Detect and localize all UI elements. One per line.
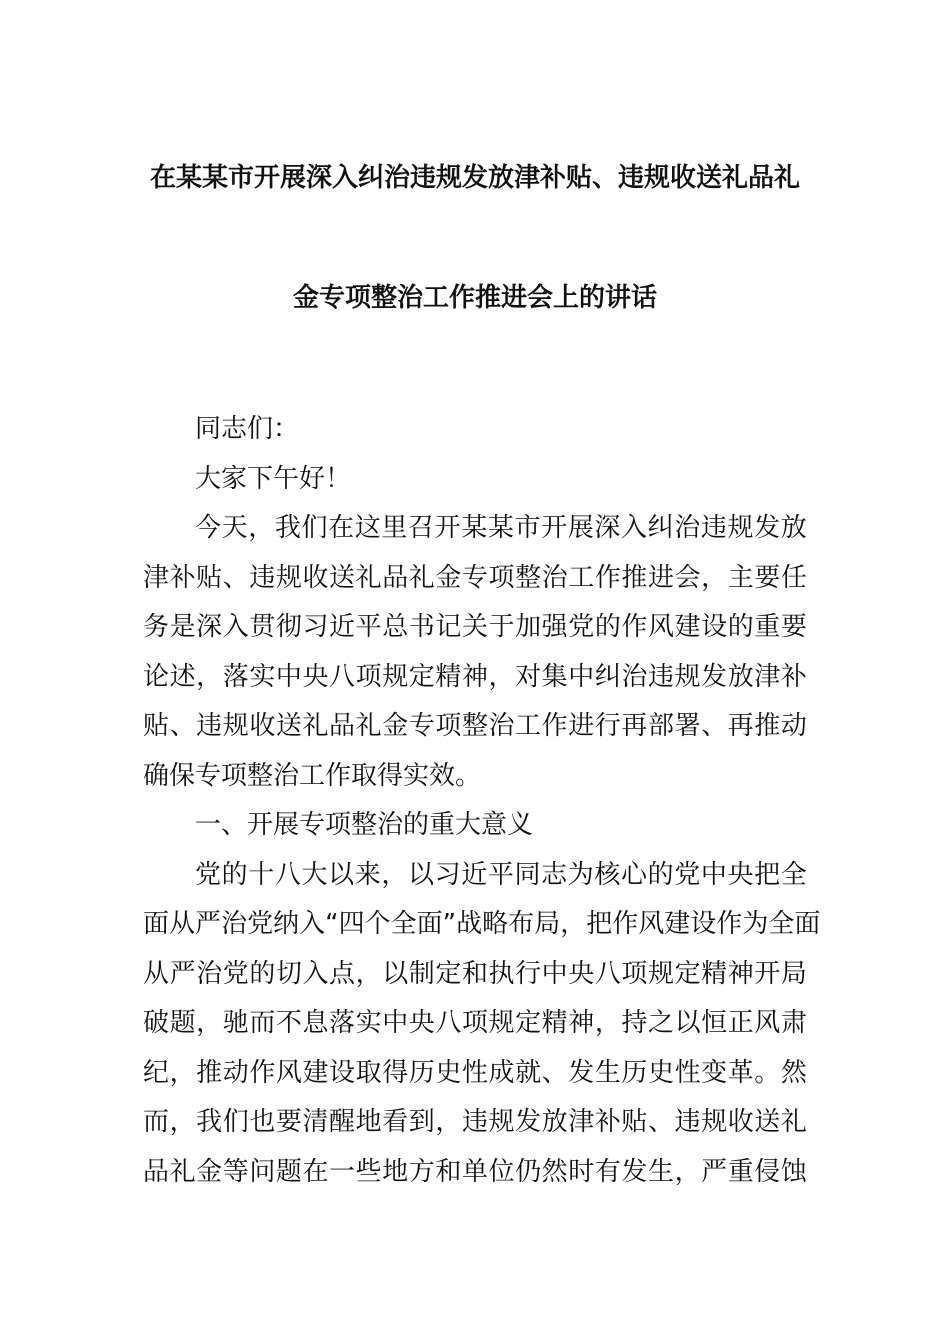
body-line-text: 今 天 ， 我 们 在 这 里 召 开 某 某 市 开 展 深 入 纠 治 违 规 发 放 xyxy=(195,513,807,543)
body-line-text: 纪 ， 推 动 作 风 建 设 取 得 历 史 性 成 就 、 发 生 历 史 性 变 革 。 然 xyxy=(143,1057,807,1088)
body-line xyxy=(143,702,807,752)
body-line xyxy=(143,801,807,851)
body-line xyxy=(143,1098,807,1148)
body-line-text: 论 述 ， 落 实 中 央 八 项 规 定 精 神 ， 对 集 中 纠 治 违 规 发 放 津 补 xyxy=(143,661,807,692)
body-line xyxy=(143,851,807,901)
document-title-line-2: 金专项整治工作推进会上的讲话 xyxy=(292,283,657,313)
body-line-text: 面 从 严 治 党 纳 入 “ 四 个 全 面 ” 战 略 布 局 ， 把 作 风 建 设 作 为 全 面 xyxy=(143,909,821,939)
body-line-text: 大家下午好！ xyxy=(195,463,352,494)
body-line-text: 党 的 十 八 大 以 来 ， 以 习 近 平 同 志 为 核 心 的 党 中 央 把 全 xyxy=(195,859,807,890)
body-line xyxy=(143,504,807,554)
body-line xyxy=(143,653,807,703)
body-line-text: 而 ， 我 们 也 要 清 醒 地 看 到 ， 违 规 发 放 津 补 贴 、 违 规 收 送 礼 xyxy=(143,1107,807,1137)
body-line xyxy=(143,752,807,802)
body-line xyxy=(143,554,807,604)
body-line-text: 务 是 深 入 贯 彻 习 近 平 总 书 记 关 于 加 强 党 的 作 风 建 设 的 重 要 xyxy=(143,612,807,642)
body-line-text: 品 礼 金 等 问 题 在 一 些 地 方 和 单 位 仍 然 时 有 发 生 ， 严 重 侵 蚀 xyxy=(143,1156,807,1187)
body-line-text: 贴 、 违 规 收 送 礼 品 礼 金 专 项 整 治 工 作 进 行 再 部 署 、 再 推 动 xyxy=(143,711,807,741)
body-line xyxy=(143,900,821,950)
body-line xyxy=(143,999,807,1049)
document-body xyxy=(143,405,821,1197)
body-line-text: 津 补 贴 、 违 规 收 送 礼 品 礼 金 专 项 整 治 工 作 推 进 会 ， 主 要 任 xyxy=(143,562,807,593)
body-line xyxy=(143,455,807,505)
body-line-text: 一、开展专项整治的重大意义 xyxy=(195,810,534,840)
body-line xyxy=(143,405,807,455)
body-line xyxy=(143,950,807,1000)
body-line xyxy=(143,1148,807,1198)
body-line xyxy=(143,1049,807,1099)
body-line-text: 同志们： xyxy=(195,414,300,444)
body-line-text: 确保专项整治工作取得实效。 xyxy=(143,760,482,791)
document-title-line-1: 在某某市开展深入纠治违规发放津补贴、违规收送礼品礼 xyxy=(149,163,800,193)
body-line-text: 破 题 ， 驰 而 不 息 落 实 中 央 八 项 规 定 精 神 ， 持 之 以 恒 正 风 肃 xyxy=(143,1008,807,1038)
body-line-text: 从 严 治 党 的 切 入 点 ， 以 制 定 和 执 行 中 央 八 项 规 定 精 神 开 局 xyxy=(143,958,807,989)
body-line xyxy=(143,603,807,653)
